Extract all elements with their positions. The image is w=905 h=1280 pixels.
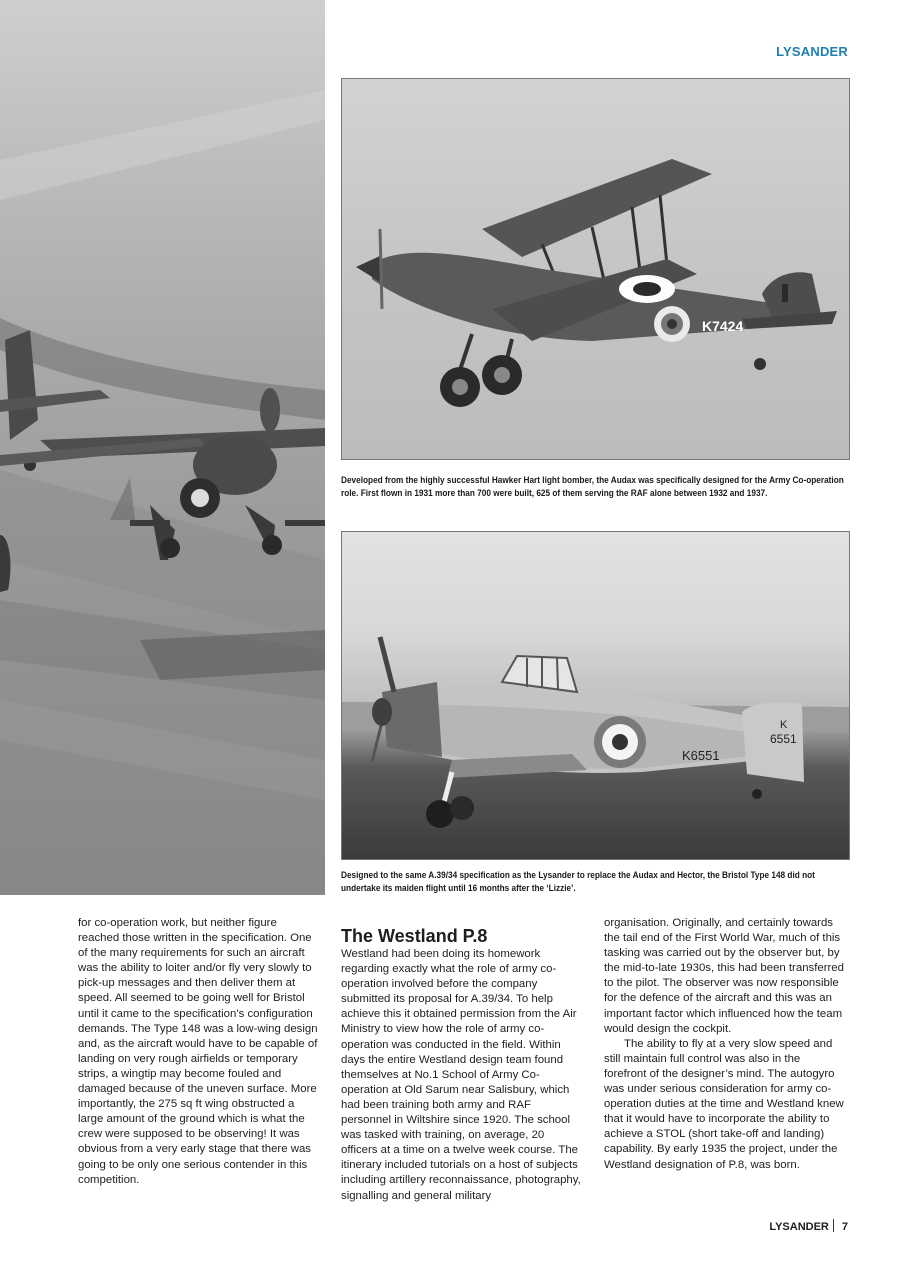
bristol-type148-photo xyxy=(341,531,850,860)
col3-paragraph-2: The ability to fly at a very slow speed and still maintain full control was also in the forefront of the designer’s mind. The autogyro was under serious consideration for army co-operation duties at the time and Westland knew that it would have to incorporate the ability to achieve a STOL (short take-off and landing) capability. By early 1935 the project, under the Westland designation of P.8, was born. xyxy=(604,1037,844,1171)
audax-caption: Developed from the highly successful Hawker Hart light bomber, the Audax was specifically designed for the Army Co-operation role. First flown in 1931 more than 700 were built, 625 of them serving the RAF alone between 1932 and 1937. xyxy=(341,475,844,499)
text-column-3 xyxy=(604,916,844,1173)
type148-caption: Designed to the same A.39/34 specification as the Lysander to replace the Audax and Hector, the Bristol Type 148 did not undertake its maiden flight until 16 months after the ‘Lizzie’. xyxy=(341,870,815,894)
footer-label: LYSANDER xyxy=(769,1221,829,1233)
section-heading: The Westland P.8 xyxy=(341,926,488,946)
type148-serial: K6551 xyxy=(682,748,720,763)
type148-tail-number: 6551 xyxy=(770,732,797,746)
page-footer xyxy=(769,1219,848,1233)
lysander-formation-photo xyxy=(0,0,325,895)
page-number: 7 xyxy=(841,1221,848,1233)
running-head: LYSANDER xyxy=(776,44,848,59)
col1-paragraph: for co-operation work, but neither figure reached those written in the specification. One of the many requirements for such an aircraft was the ability to loiter and/or fly very slowly to pick-up messages and then deliver them at speed. All seemed to be going well for Bristol until it came to the specification’s configuration demands. The Type 148 was a low-wing design and, as the aircraft would have to be capable of landing on very rough airfields or temporary strips, a wingtip may become fouled and damaged because of the uneven surface. More importantly, the 275 sq ft wing obstructed a large amount of the ground which is what the crew were supposed to be observing! It was obvious from a very early stage that there was going to be only one serious contender in this competition. xyxy=(78,917,318,1186)
footer-divider xyxy=(833,1219,834,1232)
col3-paragraph-1: organisation. Originally, and certainly towards the tail end of the First World War, much of this tasking was carried out by the observer but, by the mid-to-late 1930s, this had been transferred to the pilot. The observer was now responsible for the defence of the aircraft and this was an important factor which influenced how the team would design the cockpit. xyxy=(604,917,844,1035)
text-column-2 xyxy=(341,916,581,1204)
audax-serial: K7424 xyxy=(702,318,744,334)
hawker-audax-photo xyxy=(341,78,850,460)
text-column-1 xyxy=(78,916,318,1188)
type148-tail-letter: K xyxy=(780,719,788,731)
col2-paragraph: Westland had been doing its homework regarding exactly what the role of army co-operation involved before the company submitted its proposal for A.39/34. To help achieve this it obtained permission from the Air Ministry to view how the role of army co-operation was conducted in the field. Within days the entire Westland design team found themselves at No.1 School of Army Co-operation at Old Sarum near Salisbury, which had been training both army and RAF personnel in Wiltshire since 1920. The school was tasked with training, on average, 20 officers at a time on a twelve week course. The itinerary included tutorials on a host of subjects including artillery reconnaissance, photography, signalling and general military xyxy=(341,948,581,1202)
